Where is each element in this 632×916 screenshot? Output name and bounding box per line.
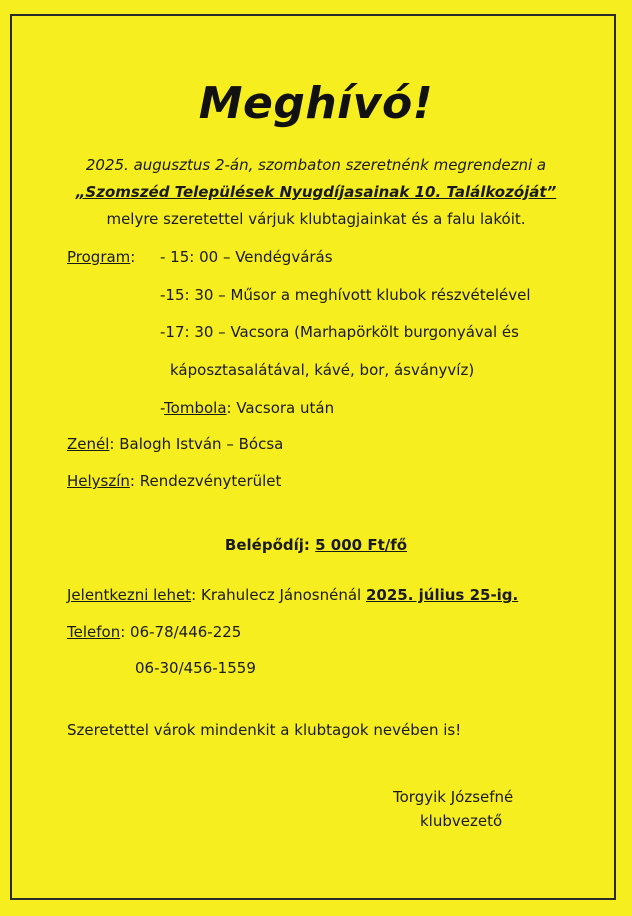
- music-label: Zenél: [67, 435, 110, 453]
- register-label: Jelentkezni lehet: [67, 586, 192, 604]
- register-line: [67, 586, 518, 604]
- venue-label: Helyszín: [67, 472, 130, 490]
- program-colon: :: [130, 248, 136, 266]
- phone-line: [67, 623, 241, 641]
- tombola-dash: -: [160, 399, 165, 417]
- program-label: Program: [67, 248, 131, 266]
- venue-value: : Rendezvényterület: [129, 472, 282, 490]
- closing-line: Szeretettel várok mindenkit a klubtagok nevében is!: [67, 721, 462, 739]
- program-item: -17: 30 – Vacsora (Marhapörkölt burgonyával és: [160, 323, 519, 341]
- program-item: - 15: 00 – Vendégvárás: [160, 248, 333, 266]
- venue-line: [67, 472, 281, 490]
- tombola-label: Tombola: [164, 399, 227, 417]
- register-contact: : Krahulecz Jánosnénál: [191, 586, 366, 604]
- register-deadline: 2025. július 25-ig.: [365, 586, 519, 604]
- intro-event-name: „Szomszéd Települések Nyugdíjasainak 10. Találkozóját”: [75, 183, 557, 201]
- fee-line: [0, 536, 632, 554]
- phone-number-2: 06-30/456-1559: [135, 659, 256, 677]
- music-value: : Balogh István – Bócsa: [109, 435, 284, 453]
- signature-name: Torgyik Józsefné: [393, 788, 514, 806]
- program-item: -15: 30 – Műsor a meghívott klubok részvételével: [160, 286, 531, 304]
- page-title: Meghívó!: [198, 78, 434, 129]
- music-line: [67, 435, 283, 453]
- page-border: [10, 14, 616, 900]
- phone-label: Telefon: [67, 623, 121, 641]
- tombola-value: : Vacsora után: [226, 399, 335, 417]
- program-tombola: [160, 399, 334, 417]
- fee-label: Belépődíj:: [224, 536, 310, 554]
- fee-value: 5 000 Ft/fő: [315, 536, 408, 554]
- program-heading: [67, 248, 135, 266]
- signature-role: klubvezető: [420, 812, 503, 830]
- intro-line-date: 2025. augusztus 2-án, szombaton szeretnénk megrendezni a: [85, 156, 547, 174]
- intro-line-welcome: melyre szeretettel várjuk klubtagjainkat és a falu lakóit.: [106, 210, 526, 228]
- phone-number-1: : 06-78/446-225: [120, 623, 242, 641]
- program-item: káposztasalátával, kávé, bor, ásványvíz): [170, 361, 475, 379]
